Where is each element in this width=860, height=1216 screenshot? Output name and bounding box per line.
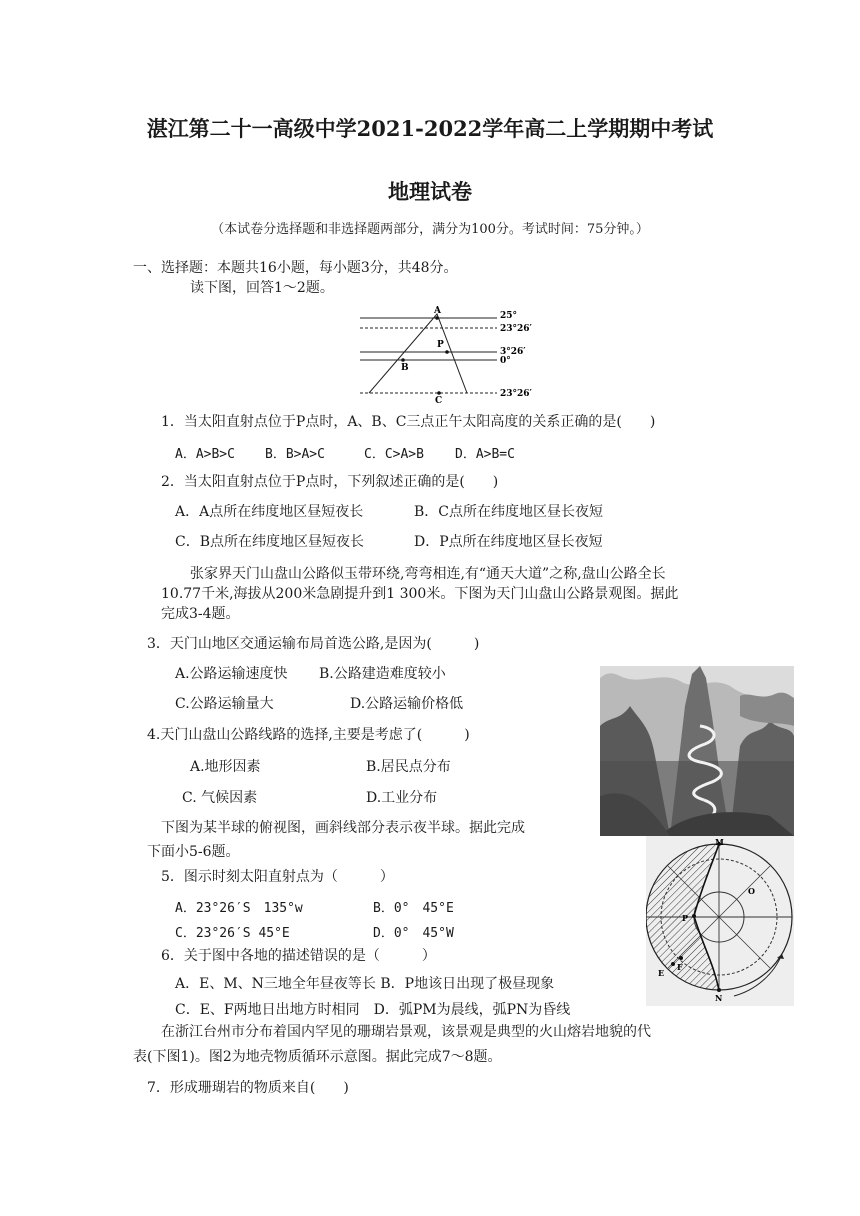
q2-option-a: A．A点所在纬度地区昼短夜长: [175, 504, 364, 520]
intro-q1-2: 读下图，回答1～2题。: [190, 280, 334, 296]
q6-stem: 6．关于图中各地的描述错误的是（ ）: [161, 948, 436, 964]
label-f: F: [677, 962, 683, 972]
passage34-line3: 完成3-4题。: [161, 606, 240, 622]
q4-option-c: C. 气候因素: [182, 790, 258, 806]
q5-option-b: B．0° 45°E: [373, 901, 454, 916]
label-lat-2326-s: 23°26′: [500, 389, 532, 399]
triangle: [369, 314, 467, 393]
q4-option-d: D.工业分布: [366, 790, 438, 806]
q2-option-c: C．B点所在纬度地区昼短夜长: [175, 534, 364, 550]
point-c-dot: [437, 391, 441, 395]
label-b: B: [401, 363, 409, 373]
q2-stem: 2．当太阳直射点位于P点时，下列叙述正确的是( ): [161, 474, 499, 490]
label-a: A: [434, 306, 441, 316]
q5-stem: 5．图示时刻太阳直射点为（ ）: [161, 869, 394, 885]
q1-option-b: B．B>A>C: [265, 447, 325, 462]
label-lat-2326-n: 23°26′: [500, 324, 532, 334]
label-p: P: [682, 913, 689, 923]
label-p: P: [437, 340, 444, 350]
exam-note: （本试卷分选择题和非选择题两部分，满分为100分。考试时间：75分钟。）: [211, 222, 649, 237]
q3-option-d: D.公路运输价格低: [350, 696, 464, 712]
q5-option-c: C．23°26′S 45°E: [175, 926, 290, 941]
point-p-dot: [445, 350, 449, 354]
label-lat-25: 25°: [500, 311, 518, 321]
q5-option-a: A．23°26′S 135°w: [175, 901, 303, 916]
label-c: C: [435, 396, 443, 406]
label-lat-326: 3°26′: [500, 347, 526, 357]
q3-option-a: A.公路运输速度快: [175, 666, 288, 682]
q4-option-a: A.地形因素: [190, 759, 261, 775]
q3-stem: 3．天门山地区交通运输布局首选公路,是因为( ): [147, 636, 480, 652]
passage78-line1: 在浙江台州市分布着国内罕见的珊瑚岩景观，该景观是典型的火山熔岩地貌的代: [161, 1024, 651, 1040]
q4-stem: 4.天门山盘山公路线路的选择,主要是考虑了( ): [147, 727, 470, 743]
tianmen-road-photo: [600, 666, 794, 836]
q5-option-d: D．0° 45°W: [373, 926, 454, 941]
subject-title: 地理试卷: [388, 179, 472, 204]
point-b-dot: [401, 358, 405, 362]
q2-option-b: B．C点所在纬度地区昼长夜短: [414, 504, 603, 520]
point-a-dot: [435, 316, 439, 320]
section-heading: 一、选择题：本题共16小题，每小题3分，共48分。: [133, 260, 458, 276]
latitude-diagram: [355, 302, 545, 406]
passage34-line2: 10.77千米,海拔从200米急剧提升到1 300米。下图为天门山盘山公路景观图。据此: [161, 586, 679, 602]
passage56-line1: 下图为某半球的俯视图，画斜线部分表示夜半球。据此完成: [161, 820, 525, 836]
label-n: N: [715, 993, 723, 1003]
q3-option-c: C.公路运输量大: [175, 696, 274, 712]
label-e: E: [658, 968, 665, 978]
exam-title: 湛江第二十一高级中学2021-2022学年高二上学期期中考试: [146, 116, 714, 141]
q6-options-cd: C．E、F两地日出地方时相同 D．弧PM为晨线，弧PN为昏线: [175, 1002, 571, 1018]
q3-option-b: B.公路建造难度较小: [319, 666, 446, 682]
q1-option-a: A．A>B>C: [175, 447, 235, 462]
passage56-line2: 下面小5-6题。: [147, 844, 240, 860]
q4-option-b: B.居民点分布: [366, 759, 451, 775]
label-o: O: [748, 886, 755, 896]
q2-option-d: D．P点所在纬度地区昼长夜短: [414, 534, 603, 550]
q1-stem: 1．当太阳直射点位于P点时，A、B、C三点正午太阳高度的关系正确的是( ): [161, 414, 656, 430]
hemisphere-diagram: [646, 836, 794, 1006]
q6-options-ab: A．E、M、N三地全年昼夜等长 B．P地该日出现了极昼现象: [175, 976, 555, 992]
label-m: M: [715, 837, 724, 847]
passage34-line1: 张家界天门山盘山公路似玉带环绕,弯弯相连,有“通天大道”之称,盘山公路全长: [190, 566, 666, 582]
label-lat-0: 0°: [500, 356, 511, 366]
q7-stem: 7．形成珊瑚岩的物质来自( ): [147, 1080, 349, 1096]
q1-option-d: D．A>B=C: [455, 447, 515, 462]
q1-option-c: C．C>A>B: [364, 447, 424, 462]
passage78-line2: 表(下图1)。图2为地壳物质循环示意图。据此完成7～8题。: [133, 1049, 502, 1065]
